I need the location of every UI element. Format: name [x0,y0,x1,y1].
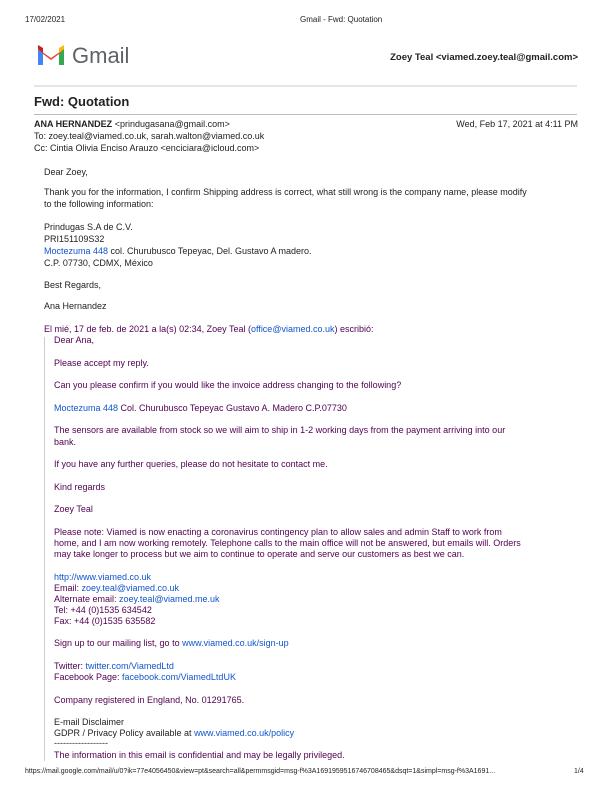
quote-address-rest: Col. Churubusco Tepeyac Gustavo A. Madero C.P.07730 [118,403,347,413]
print-date: 17/02/2021 [25,15,66,24]
quote-note: may take longer to process but we aim to continue to operate and serve our customers as best we can. [54,549,465,559]
header-divider [34,85,577,87]
telephone: Tel: +44 (0)1535 634542 [54,605,152,615]
website-link[interactable]: http://www.viamed.co.uk [54,572,152,582]
quote-address [54,403,347,413]
fax: Fax: +44 (0)1535 635582 [54,616,156,626]
account-label: Zoey Teal <viamed.zoey.teal@gmail.com> [390,52,578,63]
quote-dear: Dear Ana, [54,335,95,345]
twitter-line [54,661,174,671]
confidential: The information in this email is confidential and may be legally privileged. [54,750,345,760]
body-line: to the following information: [44,199,154,209]
quote-confirm: Can you please confirm if you would like the invoice address changing to the following? [54,380,402,390]
quote-intro-tail: ) escribió: [334,324,374,334]
print-title: Gmail - Fwd: Quotation [300,15,383,24]
address-line [44,246,312,256]
gdpr-line [54,728,294,738]
signup-link[interactable]: www.viamed.co.uk/sign-up [182,638,289,648]
address-link[interactable]: Moctezuma 448 [44,246,109,256]
gmail-logo-icon[interactable] [36,43,66,72]
body-line: Thank you for the information, I confirm Shipping address is correct, what still wrong is the company name, please modify [44,187,527,197]
quote-note: home, and I am now working remotely. Telephone calls to the main office will not be answered, but emails will. Orders [54,538,521,548]
sender [34,119,230,129]
gdpr-text: GDPR / Privacy Policy available at [54,728,195,738]
cc-line: Cc: Cintia Olivia Enciso Arauzo <enciciara@icloud.com> [34,143,260,153]
alt-email-line [54,594,220,604]
address-line-2: C.P. 07730, CDMX, México [44,258,153,268]
to-line: To: zoey.teal@viamed.co.uk, sarah.walton@viamed.co.uk [34,131,265,141]
print-url: https://mail.google.com/mail/u/0?ik=77e4056450&view=pt&search=all&permmsgid=msg-f%3A1691959516746708465&dsqt=1&simpl=msg-f%3A1691... [25,768,496,775]
facebook-link[interactable]: facebook.com/ViamedLtdUK [122,672,236,682]
signature: Ana Hernandez [44,301,107,311]
quote-intro-text: El mié, 17 de feb. de 2021 a la(s) 02:34, Zoey Teal ( [44,324,251,334]
quote-address-link[interactable]: Moctezuma 448 [54,403,119,413]
alt-email-label: Alternate email: [54,594,120,604]
email-label: Email: [54,583,82,593]
quote-sensors: The sensors are available from stock so we will aim to ship in 1-2 working days from the payment arriving into our [54,425,506,435]
gmail-wordmark: Gmail [72,43,130,68]
registered: Company registered in England, No. 01291765. [54,695,245,705]
quote-kind-regards: Kind regards [54,482,106,492]
email-subject: Fwd: Quotation [34,94,130,109]
twitter-link[interactable]: twitter.com/ViamedLtd [85,661,174,671]
quote-intro-email-link[interactable]: office@viamed.co.uk [250,324,335,334]
dashes: ------------------ [54,738,108,748]
address-rest: col. Churubusco Tepeyac, Del. Gustavo A madero. [108,246,312,256]
facebook-line [54,672,236,682]
twitter-label: Twitter: [54,661,86,671]
greeting: Dear Zoey, [44,167,88,177]
sender-address: <prindugasana@gmail.com> [114,119,230,129]
quote-queries: If you have any further queries, please do not hesitate to contact me. [54,459,328,469]
closing: Best Regards, [44,280,102,290]
quote-name: Zoey Teal [54,504,93,514]
company-name: Prindugas S.A de C.V. [44,222,133,232]
page-number: 1/4 [574,768,584,775]
gdpr-link[interactable]: www.viamed.co.uk/policy [194,728,295,738]
email-date: Wed, Feb 17, 2021 at 4:11 PM [456,119,578,129]
disclaimer-title: E-mail Disclaimer [54,717,125,727]
quote-accept: Please accept my reply. [54,358,149,368]
email-line [54,583,179,593]
rfc: PRI151109S32 [44,234,105,244]
sender-name: ANA HERNANDEZ [34,119,113,129]
alt-email-link[interactable]: zoey.teal@viamed.me.uk [119,594,220,604]
quote-sensors-2: bank. [54,437,77,447]
signup-text: Sign up to our mailing list, go to [54,638,183,648]
signup-line [54,638,289,648]
subject-divider [34,114,577,115]
quote-intro [44,324,374,334]
facebook-label: Facebook Page: [54,672,123,682]
quote-note: Please note: Viamed is now enacting a coronavirus contingency plan to allow sales and admin Staff to work from [54,527,502,537]
email-link[interactable]: zoey.teal@viamed.co.uk [81,583,180,593]
quote-bar [44,337,45,761]
